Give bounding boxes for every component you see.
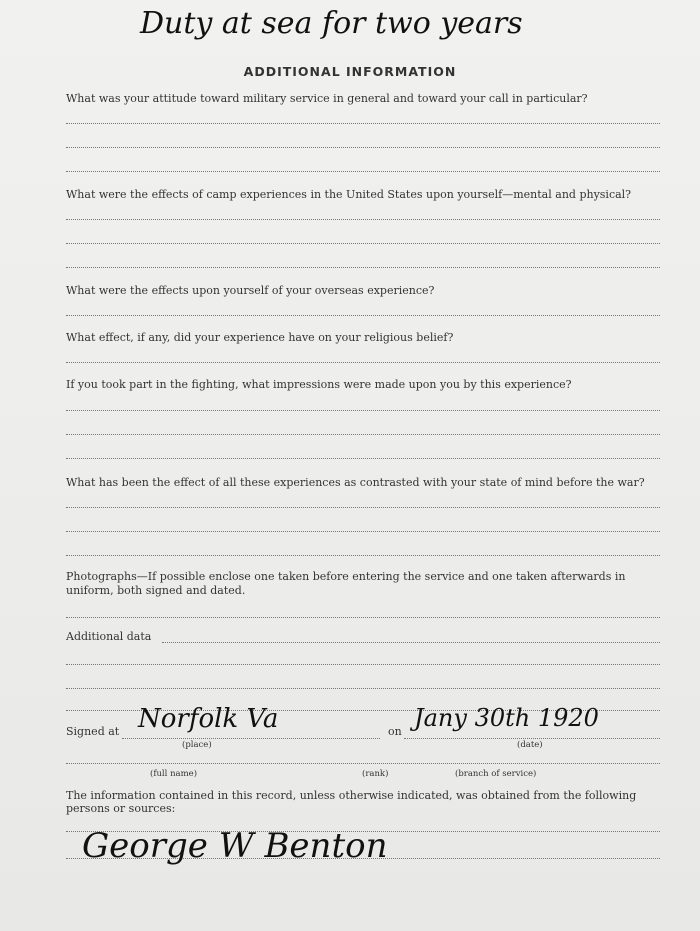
date-line[interactable] [404, 738, 660, 739]
section-heading: ADDITIONAL INFORMATION [243, 64, 457, 79]
answer-line[interactable] [66, 458, 660, 459]
answer-line[interactable] [66, 315, 660, 316]
question-contrast: What has been the effect of all these experiences as contrasted with your state of mind before the war? [66, 476, 645, 489]
question-religious: What effect, if any, did your experience have on your religious belief? [66, 331, 454, 344]
on-label: on [388, 725, 402, 738]
question-camp: What were the effects of camp experiences in the United States upon yourself—mental and physical? [66, 188, 632, 201]
place-value: Norfolk Va [138, 704, 279, 734]
question-attitude: What was your attitude toward military service in general and toward your call in particular? [66, 92, 588, 105]
handwritten-signature: George W Benton [82, 826, 388, 866]
answer-line[interactable] [66, 434, 660, 435]
full-name-label: (full name) [150, 769, 198, 779]
rank-label: (rank) [362, 769, 389, 779]
answer-line[interactable] [66, 123, 660, 124]
answer-line[interactable] [66, 362, 660, 363]
question-fighting: If you took part in the fighting, what impressions were made upon you by this experience? [66, 378, 572, 391]
answer-line[interactable] [66, 147, 660, 148]
answer-line[interactable] [66, 507, 660, 508]
answer-line[interactable] [66, 243, 660, 244]
answer-line[interactable] [66, 531, 660, 532]
additional-data-line[interactable] [162, 642, 660, 643]
signed-at-label: Signed at [66, 725, 120, 738]
answer-line[interactable] [66, 555, 660, 556]
date-value: Jany 30th 1920 [414, 704, 599, 732]
branch-label: (branch of service) [455, 769, 537, 779]
date-label: (date) [517, 740, 543, 750]
source-paragraph: The information contained in this record, unless otherwise indicated, was obtained from the following persons or sources: [66, 789, 637, 815]
answer-line[interactable] [66, 664, 660, 665]
answer-line[interactable] [66, 688, 660, 689]
name-rank-branch-line[interactable] [66, 763, 660, 764]
answer-line[interactable] [66, 410, 660, 411]
handwritten-title: Duty at sea for two years [140, 6, 523, 41]
answer-line[interactable] [66, 617, 660, 618]
place-line[interactable] [122, 738, 380, 739]
question-overseas: What were the effects upon yourself of your overseas experience? [66, 284, 435, 297]
additional-data-label: Additional data [66, 630, 152, 643]
photographs-instruction: Photographs—If possible enclose one taken before entering the service and one taken afterwards in uniform, both signed and dated. [66, 570, 626, 597]
answer-line[interactable] [66, 171, 660, 172]
place-label: (place) [182, 740, 212, 750]
answer-line[interactable] [66, 219, 660, 220]
answer-line[interactable] [66, 267, 660, 268]
